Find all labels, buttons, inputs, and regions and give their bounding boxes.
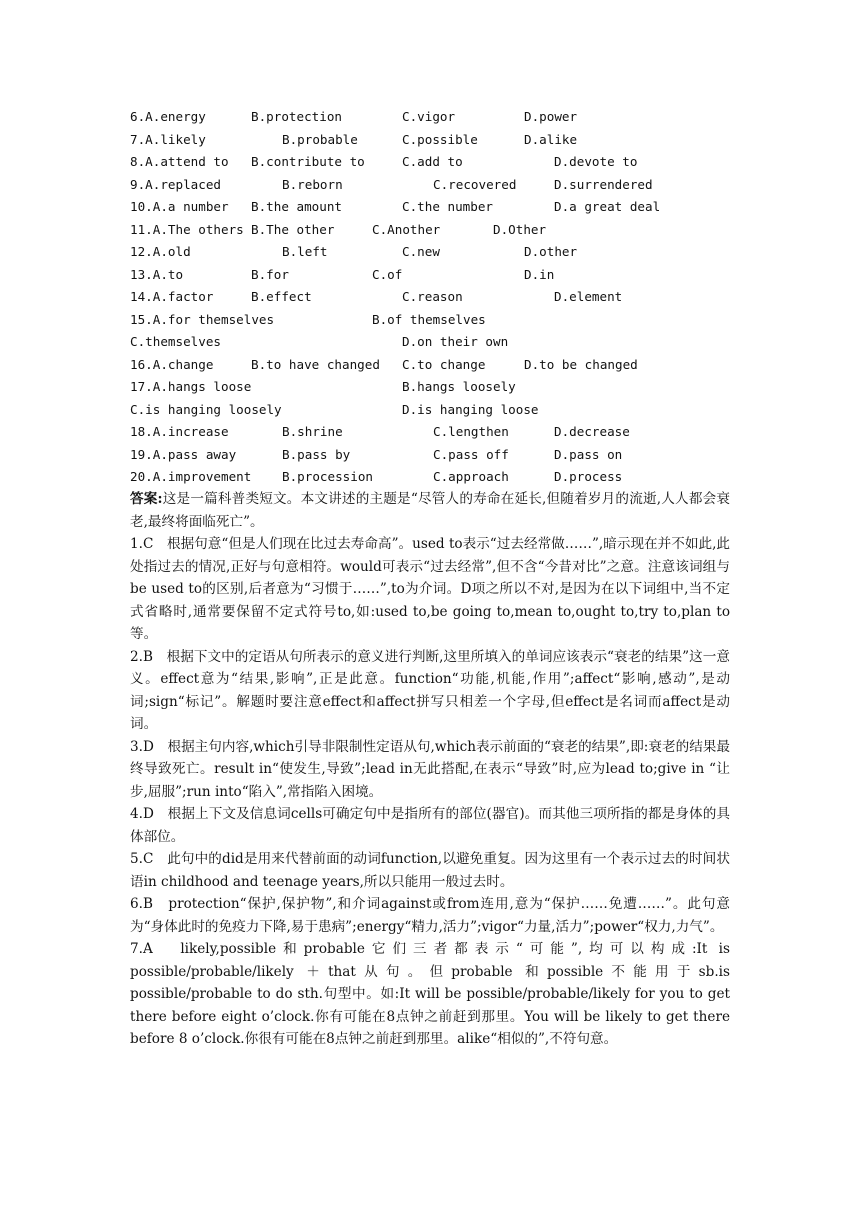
option-choice: D.devote to xyxy=(554,154,638,169)
option-choice: D.surrendered xyxy=(554,176,653,192)
option-choice: 20.A.improvement xyxy=(130,469,252,484)
option-choice: D.element xyxy=(554,289,623,304)
option-row xyxy=(130,466,730,489)
option-choice: B.reborn xyxy=(282,176,343,192)
option-choice: C.approach xyxy=(433,469,509,484)
explanation-2: 2.B 根据下文中的定语从句所表示的意义进行判断,这里所填入的单词应该表示“衰老的结果”这一意义。effect意为“结果,影响”,正是此意。function“功能,机能,作用”;affect“影响,感动”,是动词;sign“标记”。解题时要注意effect和affect拼写只相差一个字母,但effect是名词而affect是动词。 xyxy=(130,648,730,732)
option-choice: C.themselves xyxy=(130,334,221,349)
answer-intro-text: 这是一篇科普类短文。本文讲述的主题是“尽管人的寿命在延长,但随着岁月的流逝,人人都会衰老,最终将面临死亡”。 xyxy=(130,491,730,530)
option-row xyxy=(130,309,730,332)
option-choice: D.to be changed xyxy=(524,356,638,372)
options-list xyxy=(130,106,730,489)
option-choice: B.left xyxy=(282,244,328,259)
option-choice: B.probable xyxy=(282,131,358,147)
option-choice: C.the number xyxy=(402,199,493,214)
option-choice: D.decrease xyxy=(554,424,630,439)
explanation-7: 7.A likely,possible和probable它们三者都表示“可能”,均可以构成:It is possible/probable/likely ＋that从句。但probable 和possible不能用于sb.is possible/probable to do sth.句型中。如:It will be possible/probable/likely for you to get there before eight o’clock.你有可能在8点钟之前赶到那里。You will be likely to get there before 8 o’clock.你很有可能在8点钟之前赶到那里。alike“相似的”,不符句意。 xyxy=(130,941,730,1047)
option-row xyxy=(130,174,730,197)
option-choice: 15.A.for themselves xyxy=(130,311,275,327)
option-choice: B.for xyxy=(251,266,289,282)
option-choice: C.recovered xyxy=(433,176,517,192)
option-choice: 18.A.increase xyxy=(130,424,229,439)
option-row xyxy=(130,331,730,354)
option-choice: 11.A.The others xyxy=(130,221,244,237)
option-choice: 12.A.old xyxy=(130,244,191,259)
option-row xyxy=(130,421,730,444)
option-choice: 9.A.replaced xyxy=(130,176,221,192)
option-choice: B.hangs loosely xyxy=(402,379,516,394)
explanation-6: 6.B protection“保护,保护物”,和介词against或from连用,意为“保护……免遭……”。此句意为“身体此时的免疫力下降,易于患病”;energy“精力,活力”;vigor“力量,活力”;power“权力,力气”。 xyxy=(130,896,730,935)
option-choice: C.vigor xyxy=(402,109,456,124)
option-choice: B.procession xyxy=(282,469,373,484)
option-choice: 19.A.pass away xyxy=(130,446,237,462)
option-choice: D.Other xyxy=(493,221,547,237)
answer-section xyxy=(130,488,730,1051)
option-choice: 13.A.to xyxy=(130,266,184,282)
explanation-5: 5.C 此句中的did是用来代替前面的动词function,以避免重复。因为这里有一个表示过去的时间状语in childhood and teenage years,所以只能用一般过去时。 xyxy=(130,851,730,890)
option-choice: 14.A.factor xyxy=(130,289,214,304)
option-choice: B.contribute to xyxy=(251,154,365,169)
option-choice: C.new xyxy=(402,244,440,259)
option-row xyxy=(130,241,730,264)
option-choice: C.of xyxy=(372,266,403,282)
option-choice: C.is hanging loosely xyxy=(130,401,282,417)
option-choice: D.in xyxy=(524,266,555,282)
option-row xyxy=(130,264,730,287)
option-row xyxy=(130,151,730,174)
option-row xyxy=(130,399,730,422)
option-row xyxy=(130,376,730,399)
option-choice: C.reason xyxy=(402,289,463,304)
answer-label: 答案: xyxy=(130,491,163,507)
option-choice: B.effect xyxy=(251,289,312,304)
option-choice: D.process xyxy=(554,469,623,484)
option-choice: D.is hanging loose xyxy=(402,401,539,417)
answer-intro xyxy=(130,488,730,533)
option-choice: B.The other xyxy=(251,221,335,237)
option-row xyxy=(130,286,730,309)
option-row xyxy=(130,196,730,219)
option-row xyxy=(130,219,730,242)
explanation-4: 4.D 根据上下文及信息词cells可确定句中是指所有的部位(器官)。而其他三项所指的都是身体的具体部位。 xyxy=(130,806,730,845)
option-choice: B.the amount xyxy=(251,199,342,214)
option-choice: B.shrine xyxy=(282,424,343,439)
option-choice: C.possible xyxy=(402,131,478,147)
option-choice: B.pass by xyxy=(282,446,351,462)
option-choice: B.protection xyxy=(251,109,342,124)
option-choice: 16.A.change xyxy=(130,356,214,372)
option-choice: D.on their own xyxy=(402,334,509,349)
option-choice: 17.A.hangs loose xyxy=(130,379,252,394)
option-row xyxy=(130,129,730,152)
option-row xyxy=(130,444,730,467)
option-choice: D.power xyxy=(524,109,578,124)
option-choice: D.other xyxy=(524,244,578,259)
explanation-1: 1.C 根据句意“但是人们现在比过去寿命高”。used to表示“过去经常做……”,暗示现在并不如此,此处指过去的情况,正好与句意相符。would可表示“过去经常”,但不含“今昔对比”之意。注意该词组与be used to的区别,后者意为“习惯于……”,to为介词。D项之所以不对,是因为在以下词组中,当不定式省略时,通常要保留不定式符号to,如:used to,be going to,mean to,ought to,try to,plan to等。 xyxy=(130,536,730,642)
option-choice: D.alike xyxy=(524,131,578,147)
option-choice: D.pass on xyxy=(554,446,623,462)
option-choice: B.of themselves xyxy=(372,311,486,327)
option-choice: C.Another xyxy=(372,221,441,237)
option-choice: 7.A.likely xyxy=(130,131,206,147)
option-choice: 8.A.attend to xyxy=(130,154,229,169)
option-row xyxy=(130,106,730,129)
option-choice: C.pass off xyxy=(433,446,509,462)
option-choice: D.a great deal xyxy=(554,199,661,214)
option-row xyxy=(130,354,730,377)
option-choice: C.add to xyxy=(402,154,463,169)
option-choice: C.lengthen xyxy=(433,424,509,439)
explanation-3: 3.D 根据主句内容,which引导非限制性定语从句,which表示前面的“衰老的结果”,即:衰老的结果最终导致死亡。result in“使发生,导致”;lead in无此搭配,在表示“导致”时,应为lead to;give in “让步,屈服”;run into“陷入”,常指陷入困境。 xyxy=(130,738,730,800)
option-choice: B.to have changed xyxy=(251,356,380,372)
option-choice: 6.A.energy xyxy=(130,109,206,124)
option-choice: C.to change xyxy=(402,356,486,372)
option-choice: 10.A.a number xyxy=(130,199,229,214)
